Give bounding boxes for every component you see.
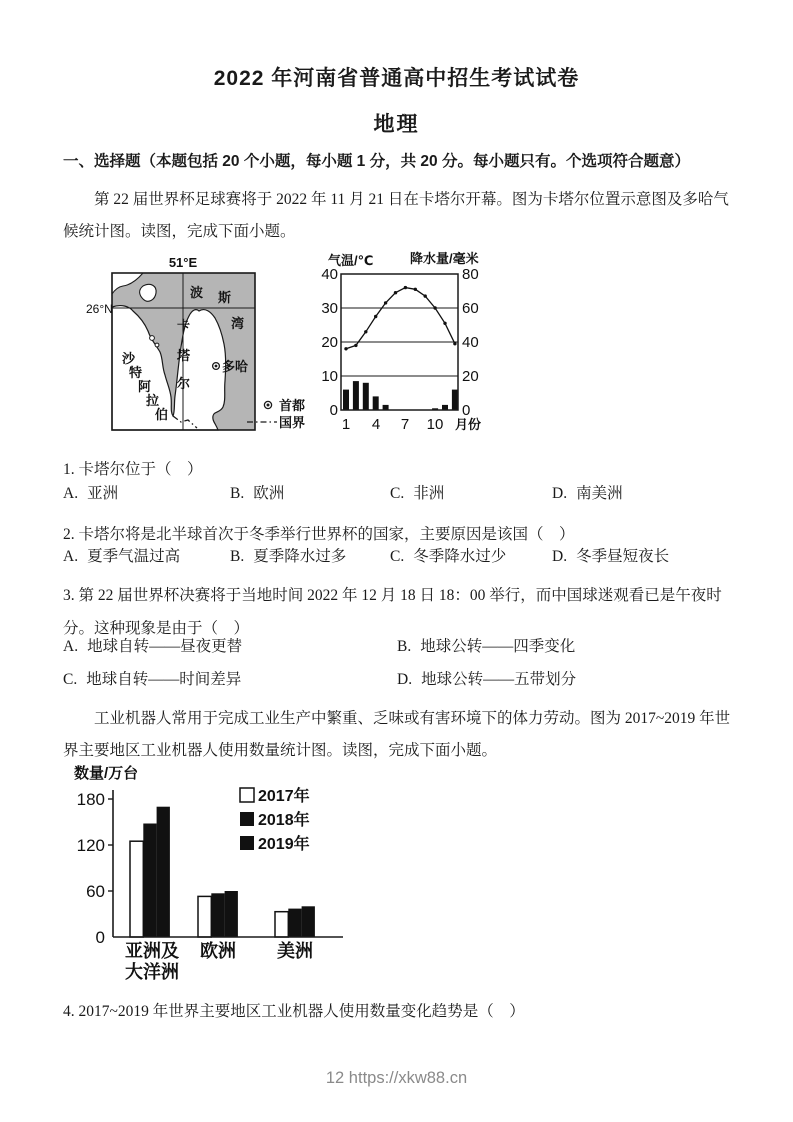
map-legend: [247, 398, 306, 430]
tick-60: 60: [86, 882, 105, 901]
right-axis-ticks: [462, 266, 479, 419]
legend-swatch-2017: [240, 788, 254, 802]
category-asia-line1: 亚洲及: [125, 941, 179, 961]
legend-capital-label: 首都: [279, 398, 306, 413]
tick-180: 180: [76, 790, 105, 809]
meridian-label: 51°E: [168, 255, 198, 270]
qatar-location-map: [85, 250, 315, 442]
y-axis-label: 数量/万台: [74, 765, 139, 782]
category-americas: 美洲: [277, 941, 313, 961]
legend-label-2019: 2019年: [258, 836, 310, 853]
neighbor-label-char: 沙: [122, 351, 136, 366]
tick-0r: 0: [462, 402, 471, 419]
question-1-stem: [63, 453, 738, 486]
option-a: A. 亚洲: [63, 485, 119, 502]
footer-watermark: 12 https://xkw88.cn: [325, 1069, 468, 1087]
question-2-options: [63, 547, 753, 567]
legend-swatch-2018: [240, 812, 254, 826]
island: [140, 284, 156, 301]
xtick-1: 1: [341, 416, 351, 433]
category-asia-line2: 大洋洲: [125, 962, 179, 982]
question-text: 第 22 届世界杯决赛将于当地时间 2022 年 12 月 18 日 18：00 举行，而中国球迷观看已是午夜时分。这种现象是由于（ ）: [63, 586, 722, 637]
islet: [155, 343, 159, 347]
legend-swatch-2019: [240, 836, 254, 850]
x-axis-ticks: [342, 416, 444, 433]
option-d: D. 南美洲: [552, 485, 623, 502]
neighbor-label-char: 伯: [155, 407, 169, 422]
right-axis-label: 降水量/毫米: [410, 251, 479, 266]
country-label-char: 尔: [177, 376, 191, 391]
category-labels: [125, 940, 313, 982]
neighbor-label-char: 阿: [138, 379, 152, 394]
doha-climate-chart: [318, 243, 563, 443]
y-axis-ticks: [77, 790, 105, 947]
xtick-4: 4: [371, 416, 381, 433]
option-b: B. 地球公转——四季变化: [397, 638, 576, 655]
tick-120: 120: [76, 836, 105, 855]
option-a: A. 地球自转——昼夜更替: [63, 638, 243, 655]
sea-label-char: 波: [190, 285, 204, 300]
tick-30: 30: [321, 300, 338, 317]
question-number: 3.: [63, 586, 75, 604]
option-b: B. 夏季降水过多: [230, 548, 347, 565]
legend-capital-icon-center: [267, 404, 270, 407]
tick-10: 10: [321, 368, 338, 385]
legend-label-2017: 2017年: [258, 788, 310, 805]
question-number: 1.: [63, 460, 75, 478]
xtick-10: 10: [426, 416, 444, 433]
tick-20r: 20: [462, 368, 479, 385]
question-4-stem: [63, 995, 738, 1028]
precipitation-bars: [343, 381, 458, 410]
legend-label-2018: 2018年: [258, 812, 310, 829]
question-text: 卡塔尔将是北半球首次于冬季举行世界杯的国家，主要原因是该国（ ）: [78, 525, 575, 543]
passage-robots: 工业机器人常用于完成工业生产中繁重、乏味或有害环境下的体力劳动。图为 2017~2019 年世界主要地区工业机器人使用数量统计图。读图，完成下面小题。: [63, 709, 731, 759]
page-title: 2022 年河南省普通高中招生考试试卷: [213, 67, 580, 90]
passage-world-cup: 第 22 届世界杯足球赛将于 2022 年 11 月 21 日在卡塔尔开幕。图为卡塔尔位置示意图及多哈气候统计图。读图，完成下面小题。: [63, 190, 729, 240]
x-axis-label: 月份: [455, 417, 482, 432]
question-number: 4.: [63, 1002, 75, 1020]
section-heading: 一、选择题（本题包括 20 个小题，每小题 1 分，共 20 分。每小题只有。个选项符合题意）: [63, 153, 690, 170]
question-text: 2017~2019 年世界主要地区工业机器人使用数量变化趋势是（ ）: [78, 1002, 525, 1020]
robot-usage-bar-chart: [68, 762, 398, 988]
capital-dot-center: [215, 365, 218, 368]
capital-label: 多哈: [222, 359, 249, 374]
chart-legend: [240, 786, 310, 853]
sea-label-char: 斯: [218, 290, 232, 305]
legend-border-label: 国界: [279, 415, 306, 430]
country-label-char: 塔: [177, 348, 191, 363]
question-number: 2.: [63, 525, 75, 543]
country-label-char: 卡: [177, 318, 191, 333]
sea-label-char: 湾: [231, 316, 245, 331]
question-1-options: [63, 484, 753, 504]
parallel-label: 26°N: [86, 302, 113, 316]
neighbor-label-char: 特: [129, 365, 143, 380]
tick-20: 20: [321, 334, 338, 351]
option-d: D. 地球公转——五带划分: [397, 671, 577, 688]
option-c: C. 地球自转——时间差异: [63, 671, 242, 688]
left-axis-label: 气温/℃: [328, 253, 374, 268]
category-europe: 欧洲: [200, 941, 236, 961]
option-d: D. 冬季昼短夜长: [552, 548, 670, 565]
temperature-line: [344, 286, 456, 351]
question-3-options: [63, 630, 753, 696]
tick-80: 80: [462, 266, 479, 283]
islet: [150, 336, 155, 341]
left-axis-ticks: [321, 266, 338, 419]
question-2-stem: [63, 518, 738, 551]
option-c: C. 非洲: [390, 485, 445, 502]
neighbor-label-char: 拉: [146, 393, 160, 408]
option-c: C. 冬季降水过少: [390, 548, 507, 565]
subject-title: 地理: [373, 113, 420, 136]
tick-0: 0: [329, 402, 338, 419]
question-text: 卡塔尔位于（ ）: [78, 460, 203, 478]
option-b: B. 欧洲: [230, 485, 285, 502]
tick-0: 0: [95, 928, 105, 947]
xtick-7: 7: [400, 416, 410, 433]
tick-40: 40: [321, 266, 338, 283]
tick-40r: 40: [462, 334, 479, 351]
tick-60: 60: [462, 300, 479, 317]
option-a: A. 夏季气温过高: [63, 548, 181, 565]
